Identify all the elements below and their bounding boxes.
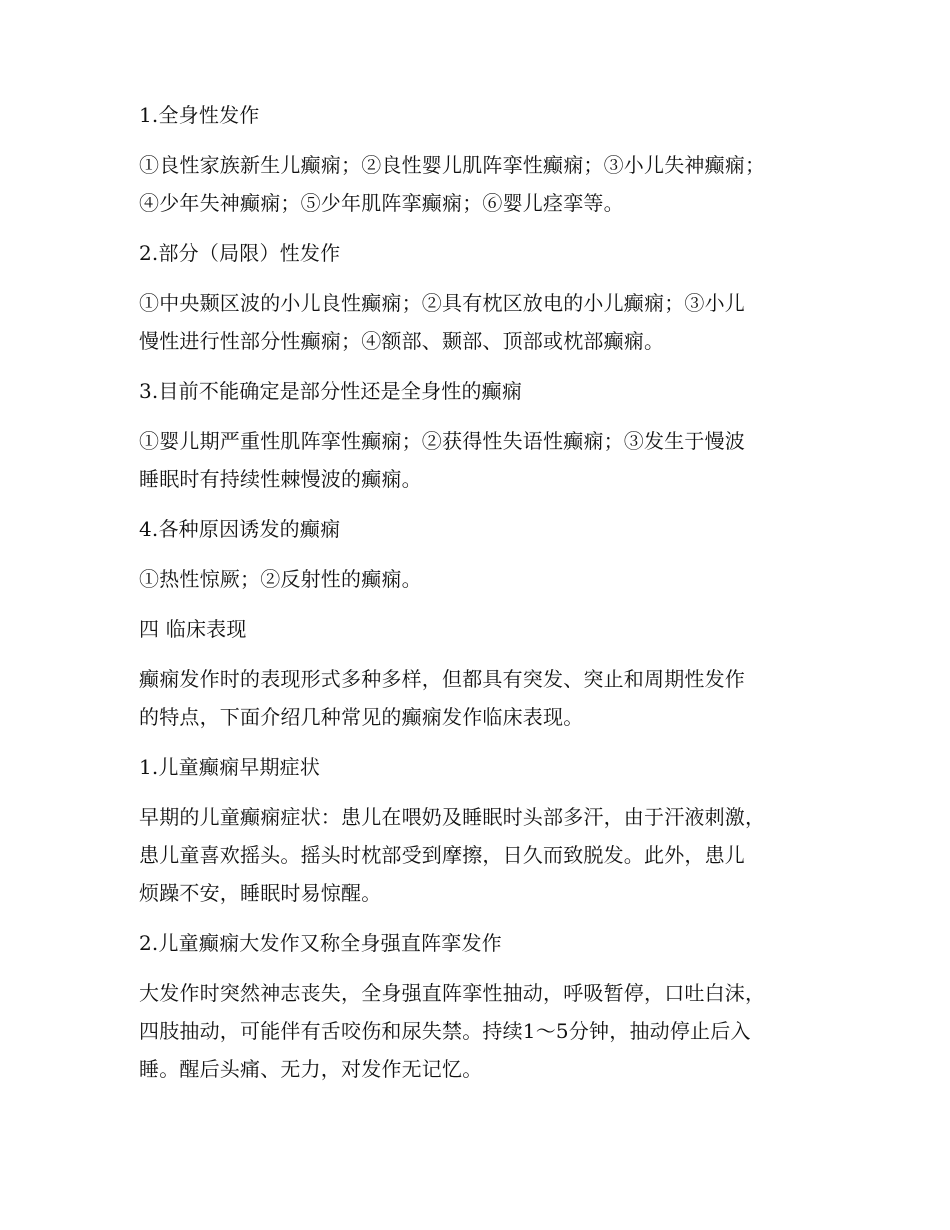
paragraph [139,610,819,648]
text-line: 睡。醒后头痛、无力，对发作无记忆。 [139,1057,483,1081]
paragraph [139,924,819,962]
text-line: 2.部分（局限）性发作 [139,241,341,265]
paragraph-gap [139,962,819,974]
paragraph-gap [139,272,819,284]
text-line: 早期的儿童癫痫症状：患儿在喂奶及睡眠时头部多汗，由于汗液刺激， [139,805,766,829]
text-line: ①婴儿期严重性肌阵挛性癫痫；②获得性失语性癫痫；③发生于慢波 [139,429,745,453]
paragraph-gap [139,222,819,234]
paragraph [139,146,819,222]
text-line: 1.儿童癫痫早期症状 [139,755,321,779]
paragraph-gap [139,648,819,660]
paragraph-gap [139,134,819,146]
text-line: ①热性惊厥；②反射性的癫痫。 [139,567,422,591]
paragraph [139,510,819,548]
text-line: 烦躁不安，睡眠时易惊醒。 [139,881,382,905]
paragraph-gap [139,912,819,924]
text-line: 的特点，下面介绍几种常见的癫痫发作临床表现。 [139,705,584,729]
paragraph [139,422,819,498]
paragraph [139,234,819,272]
text-line: 睡眠时有持续性棘慢波的癫痫。 [139,467,422,491]
paragraph [139,660,819,736]
text-line: 3.目前不能确定是部分性还是全身性的癫痫 [139,379,523,403]
text-line: 癫痫发作时的表现形式多种多样，但都具有突发、突止和周期性发作 [139,667,745,691]
paragraph [139,372,819,410]
paragraph [139,96,819,134]
text-line: 四肢抽动，可能伴有舌咬伤和尿失禁。持续1～5分钟，抽动停止后入 [139,1019,751,1043]
paragraph [139,748,819,786]
paragraph-gap [139,360,819,372]
text-line: ①中央颞区波的小儿良性癫痫；②具有枕区放电的小儿癫痫；③小儿 [139,291,745,315]
paragraph-gap [139,548,819,560]
paragraph [139,284,819,360]
text-line: 4.各种原因诱发的癫痫 [139,517,341,541]
paragraph [139,974,819,1088]
text-line: 患儿童喜欢摇头。摇头时枕部受到摩擦，日久而致脱发。此外，患儿 [139,843,745,867]
text-line: ④少年失神癫痫；⑤少年肌阵挛癫痫；⑥婴儿痉挛等。 [139,191,624,215]
paragraph-gap [139,598,819,610]
text-line: ①良性家族新生儿癫痫；②良性婴儿肌阵挛性癫痫；③小儿失神癫痫； [139,153,766,177]
paragraph [139,798,819,912]
paragraph-gap [139,498,819,510]
paragraph [139,560,819,598]
text-line: 大发作时突然神志丧失，全身强直阵挛性抽动，呼吸暂停，口吐白沫， [139,981,766,1005]
document-body [139,96,819,1088]
paragraph-gap [139,786,819,798]
paragraph-gap [139,736,819,748]
text-line: 2.儿童癫痫大发作又称全身强直阵挛发作 [139,931,502,955]
text-line: 慢性进行性部分性癫痫；④额部、颞部、顶部或枕部癫痫。 [139,329,665,353]
paragraph-gap [139,410,819,422]
text-line: 1.全身性发作 [139,103,260,127]
text-line: 四 临床表现 [139,617,247,641]
